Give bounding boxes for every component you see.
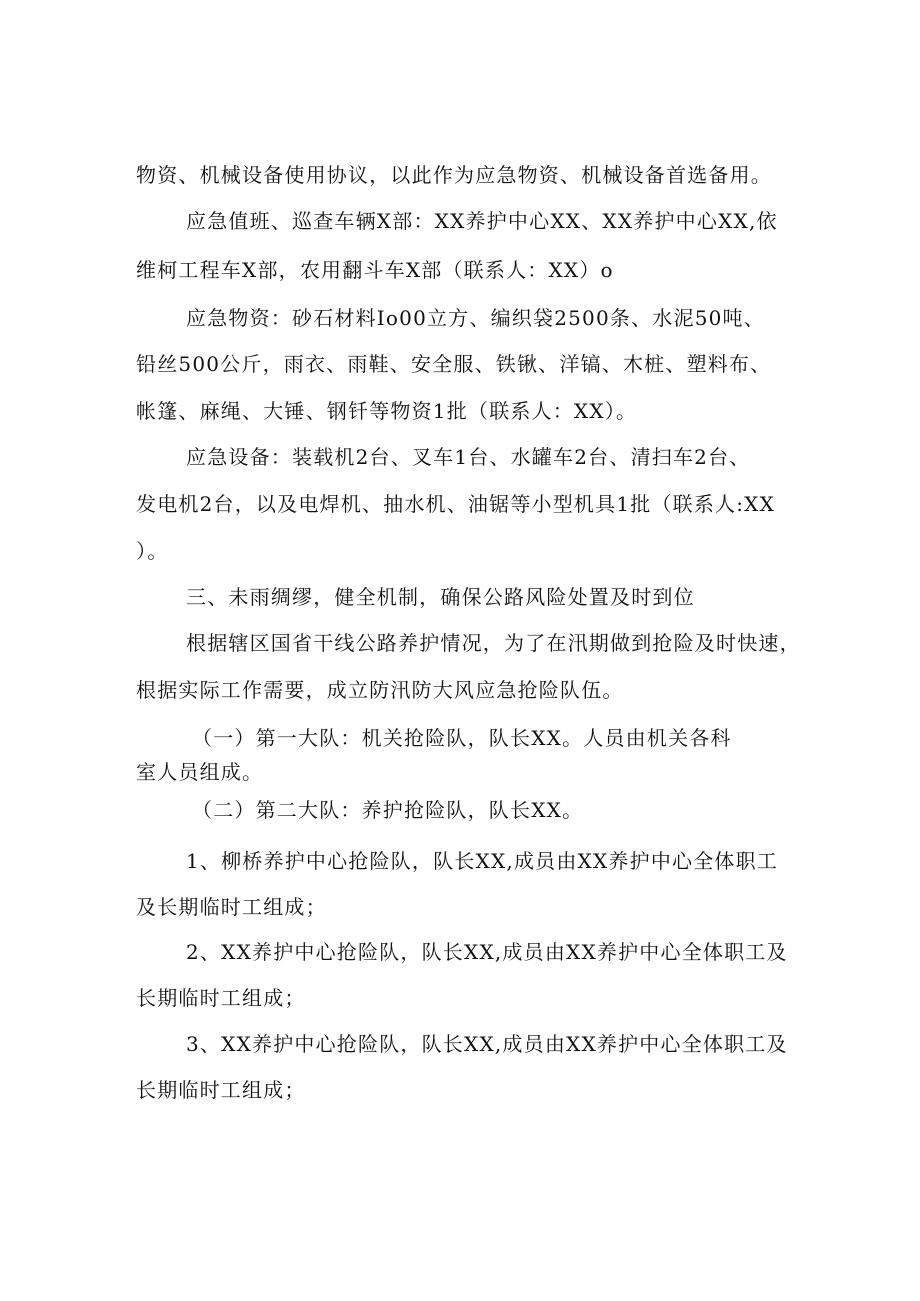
- text-line: 铅丝500公斤，雨衣、雨鞋、安全服、铁锹、洋镐、木桩、塑料布、: [136, 352, 772, 376]
- list-item: 2、XX养护中心抢险队，队长XX,成员由XX养护中心全体职工及: [186, 940, 788, 964]
- text-line: 应急物资：砂石材料Io00立方、编织袋2500条、水泥50吨、: [186, 306, 765, 330]
- text-line: 帐篷、麻绳、大锤、钢钎等物资1批（联系人：XX）。: [136, 399, 638, 423]
- text-line: 室人员组成。: [136, 760, 264, 784]
- text-line: 物资、机械设备使用协议，以此作为应急物资、机械设备首选备用。: [136, 163, 772, 187]
- list-item: 1、柳桥养护中心抢险队，队长XX,成员由XX养护中心全体职工: [186, 849, 779, 873]
- subsection-heading: （一）第一大队：机关抢险队，队长XX。人员由机关各科: [192, 726, 732, 750]
- text-line: 长期临时工组成；: [136, 986, 306, 1010]
- text-line: 根据实际工作需要，成立防汛防大风应急抢险队伍。: [136, 678, 624, 702]
- text-line: 根据辖区国省干线公路养护情况，为了在汛期做到抢险及时快速，: [186, 631, 801, 655]
- text-line: 应急设备：装载机2台、叉车1台、水罐车2台、清扫车2台、: [186, 445, 751, 469]
- list-item: 3、XX养护中心抢险队，队长XX,成员由XX养护中心全体职工及: [186, 1032, 788, 1056]
- text-line: 长期临时工组成；: [136, 1078, 306, 1102]
- text-line: 及长期临时工组成；: [136, 895, 327, 919]
- text-line: 维柯工程车X部，农用翻斗车X部（联系人：XX）o: [136, 258, 614, 282]
- text-line: 应急值班、巡查车辆X部：XX养护中心XX、XX养护中心XX,依: [186, 209, 778, 233]
- subsection-heading: （二）第二大队：养护抢险队，队长XX。: [192, 798, 584, 822]
- section-heading: 三、未雨绸缪，健全机制，确保公路风险处置及时到位: [186, 585, 695, 609]
- text-line: 发电机2台，以及电焊机、抽水机、油锯等小型机具1批（联系人:XX: [136, 492, 776, 516]
- text-line: ）。: [136, 539, 169, 563]
